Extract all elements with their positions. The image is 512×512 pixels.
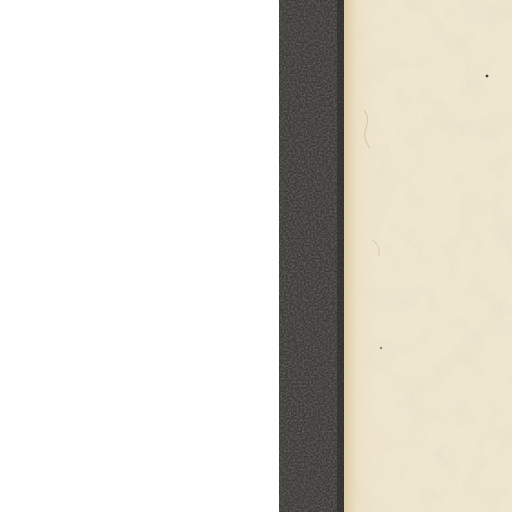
paper-texture (344, 0, 512, 512)
dark-textured-strip (279, 0, 347, 512)
strip-texture (279, 0, 347, 512)
speck-mark (486, 75, 489, 78)
aged-paper-surface (344, 0, 512, 512)
